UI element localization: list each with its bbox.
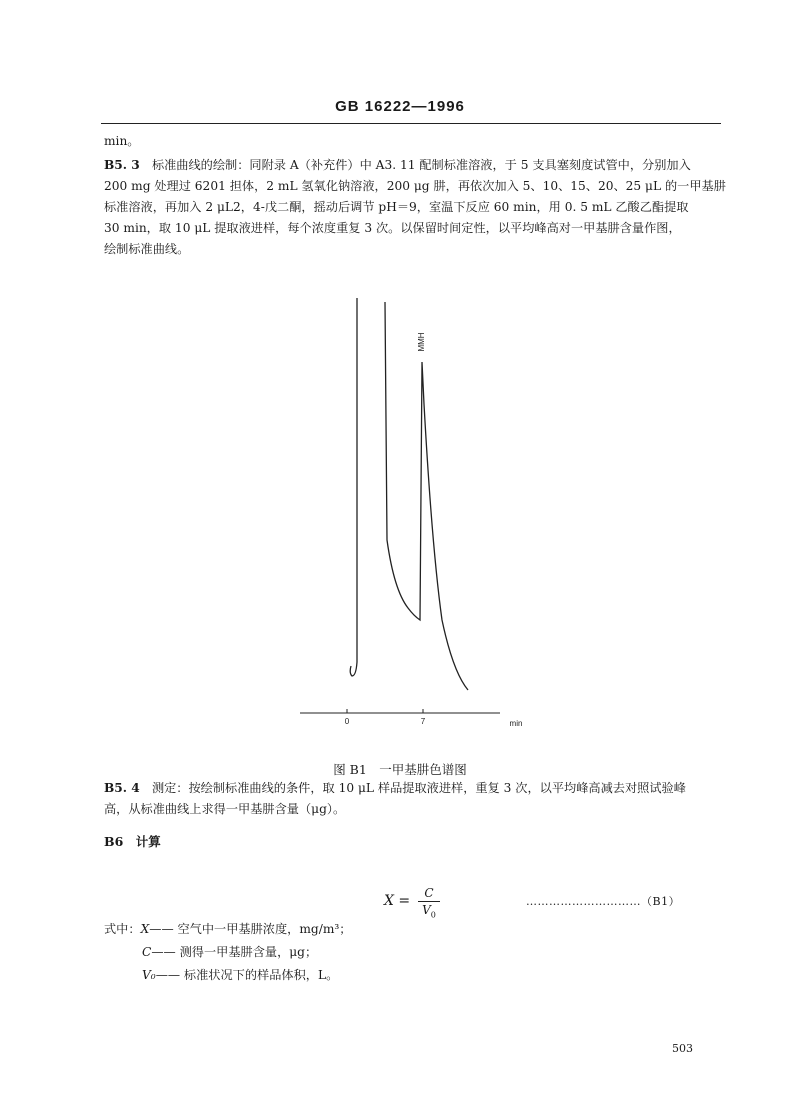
paragraph-line: 200 mg 处理过 6201 担体，2 mL 氢氧化钠溶液，200 μg 肼，再依次加入 5、10、15、20、25 μL 的一甲基肼 xyxy=(104,179,726,193)
paragraph-line: B5. 4 测定：按绘制标准曲线的条件，取 10 μL 样品提取液进样，重复 3 次，以平均峰高减去对照试验峰 xyxy=(104,781,686,795)
tick-label-7: 7 xyxy=(420,717,426,726)
formula-denominator: $V_0$ xyxy=(422,903,436,920)
paragraph-line: B5. 3 标准曲线的绘制：同附录 A（补充件）中 A3. 11 配制标准溶液，于 5 支具塞刻度试管中，分别加入 xyxy=(104,158,691,172)
paragraph-b53 xyxy=(104,155,724,260)
mmh-peak-label: MMH xyxy=(417,332,426,352)
header-standard-number: GB 16222—1996 xyxy=(335,98,465,115)
chromatogram-svg xyxy=(290,290,530,730)
solvent-tail-trace xyxy=(385,302,468,690)
variable-definitions xyxy=(104,918,351,987)
axis-unit-label: min xyxy=(509,719,523,728)
chromatogram-figure xyxy=(290,290,530,730)
solvent-trace-1 xyxy=(350,298,357,676)
paragraph-line: 标准溶液，再加入 2 μL2，4-戊二酮，摇动后调节 pH＝9，室温下反应 60 min，用 0. 5 mL 乙酸乙酯提取 xyxy=(104,200,689,214)
figure-caption: 图 B1 一甲基肼色谱图 xyxy=(333,762,467,777)
clause-ref-b54: B5. 4 xyxy=(104,781,140,795)
fraction-bar xyxy=(418,901,440,902)
equation-number: …………………………（B1） xyxy=(526,895,681,908)
header-rule xyxy=(101,123,721,124)
definition-row: C—— 测得一甲基肼含量，μg； xyxy=(142,945,318,959)
section-heading-b6: B6 计算 xyxy=(104,834,161,849)
page-number: 503 xyxy=(672,1042,693,1055)
formula-fraction xyxy=(418,886,440,922)
definition-row: V₀—— 标准状况下的样品体积，L。 xyxy=(142,968,339,982)
paragraph-line: 30 min，取 10 μL 提取液进样，每个浓度重复 3 次。以保留时间定性，以平均峰高对一甲基肼含量作图， xyxy=(104,221,681,235)
clause-ref-b53: B5. 3 xyxy=(104,158,140,172)
tick-label-0: 0 xyxy=(344,717,350,726)
formula-lhs: X = xyxy=(384,893,411,909)
formula-numerator: C xyxy=(424,886,434,900)
paragraph-line: 高，从标准曲线上求得一甲基肼含量（μg）。 xyxy=(104,802,346,816)
carryover-text: min。 xyxy=(104,134,140,148)
paragraph-line: 绘制标准曲线。 xyxy=(104,242,190,256)
definition-row: 式中：X—— 空气中一甲基肼浓度，mg/m³； xyxy=(104,922,352,936)
paragraph-b54 xyxy=(104,778,724,820)
